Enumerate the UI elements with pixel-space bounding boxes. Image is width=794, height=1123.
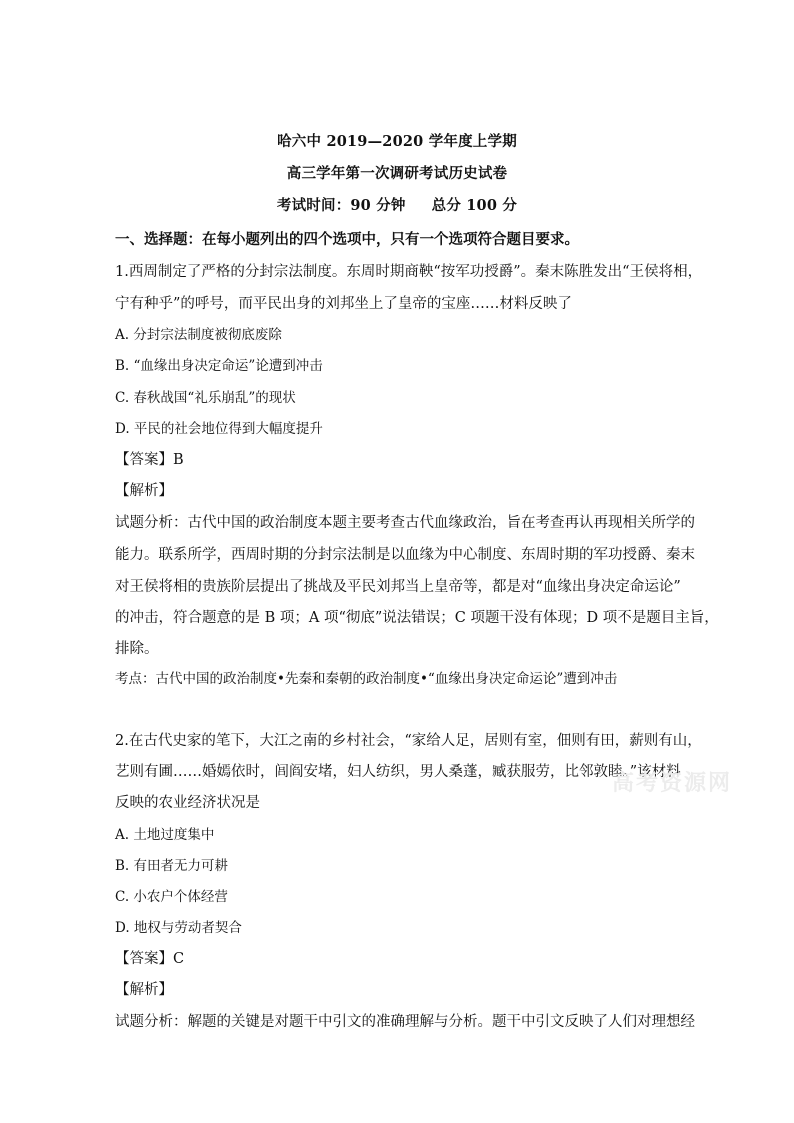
- q2-stem-line-3: 反映的农业经济状况是: [115, 795, 260, 811]
- q1-analysis-line-5: 排除。: [115, 641, 159, 657]
- q1-option-c: C. 春秋战国“礼乐崩乱”的现状: [115, 390, 296, 406]
- q1-answer: 【答案】B: [115, 452, 184, 468]
- school-term-title: 哈六中 2019—2020 学年度上学期: [277, 133, 517, 150]
- watermark: 高考资源网: [612, 771, 733, 796]
- exam-time: 考试时间：90 分钟: [276, 197, 406, 214]
- q1-analysis-line-2: 能力。联系所学，西周时期的分封宗法制是以血缘为中心制度、东周时期的军功授爵、秦末: [115, 547, 695, 563]
- q2-option-b: B. 有田者无力可耕: [115, 858, 229, 874]
- q1-stem-line-1: 1.西周制定了严格的分封宗法制度。东周时期商鞅“按军功授爵”。秦末陈胜发出“王侯将相，: [115, 264, 703, 280]
- q1-stem-line-2: 宁有种乎”的呼号，而平民出身的刘邦坐上了皇帝的宝座……材料反映了: [115, 296, 572, 312]
- exam-title: 高三学年第一次调研考试历史试卷: [286, 165, 508, 182]
- q2-stem-line-2: 艺则有圃……婚嫣依时，闾阎安堵，妇人纺织，男人桑蓬，臧获服劳，比邻敦睦。”该材料: [115, 764, 681, 780]
- q2-analysis-line-1: 试题分析：解题的关键是对题干中引文的准确理解与分析。题干中引文反映了人们对理想经: [115, 1014, 695, 1030]
- exam-total-score: 总分 100 分: [431, 197, 518, 214]
- q1-analysis-line-3: 对王侯将相的贵族阶层提出了挑战及平民刘邦当上皇帝等，都是对“血缘出身决定命运论”: [115, 579, 681, 595]
- q1-kaodian: 考点：古代中国的政治制度•先秦和秦朝的政治制度•“血缘出身决定命运论”遭到冲击: [115, 671, 618, 687]
- q1-analysis-label: 【解析】: [115, 483, 173, 499]
- q2-option-a: A. 土地过度集中: [115, 827, 215, 843]
- q1-option-b: B. “血缘出身决定命运”论遭到冲击: [115, 358, 323, 374]
- q1-option-d: D. 平民的社会地位得到大幅度提升: [115, 421, 323, 437]
- exam-info: [0, 194, 794, 215]
- q1-analysis-line-1: 试题分析：古代中国的政治制度本题主要考查古代血缘政治，旨在考查再认再现相关所学的: [115, 515, 695, 531]
- q2-analysis-label: 【解析】: [115, 982, 173, 998]
- q1-option-a: A. 分封宗法制度被彻底废除: [115, 327, 282, 343]
- q2-option-c: C. 小农户个体经营: [115, 889, 228, 905]
- section-heading: 一、选择题：在每小题列出的四个选项中，只有一个选项符合题目要求。: [115, 231, 579, 248]
- q2-stem-line-1: 2.在古代史家的笔下，大江之南的乡村社会，“家给人足，居则有室，佃则有田，薪则有山，: [115, 733, 702, 749]
- q1-analysis-line-4: 的冲击，符合题意的是 B 项；A 项“彻底”说法错误；C 项题干没有体现；D 项不是题目主旨，: [115, 610, 719, 626]
- q2-option-d: D. 地权与劳动者契合: [115, 920, 242, 936]
- q2-answer: 【答案】C: [115, 951, 185, 967]
